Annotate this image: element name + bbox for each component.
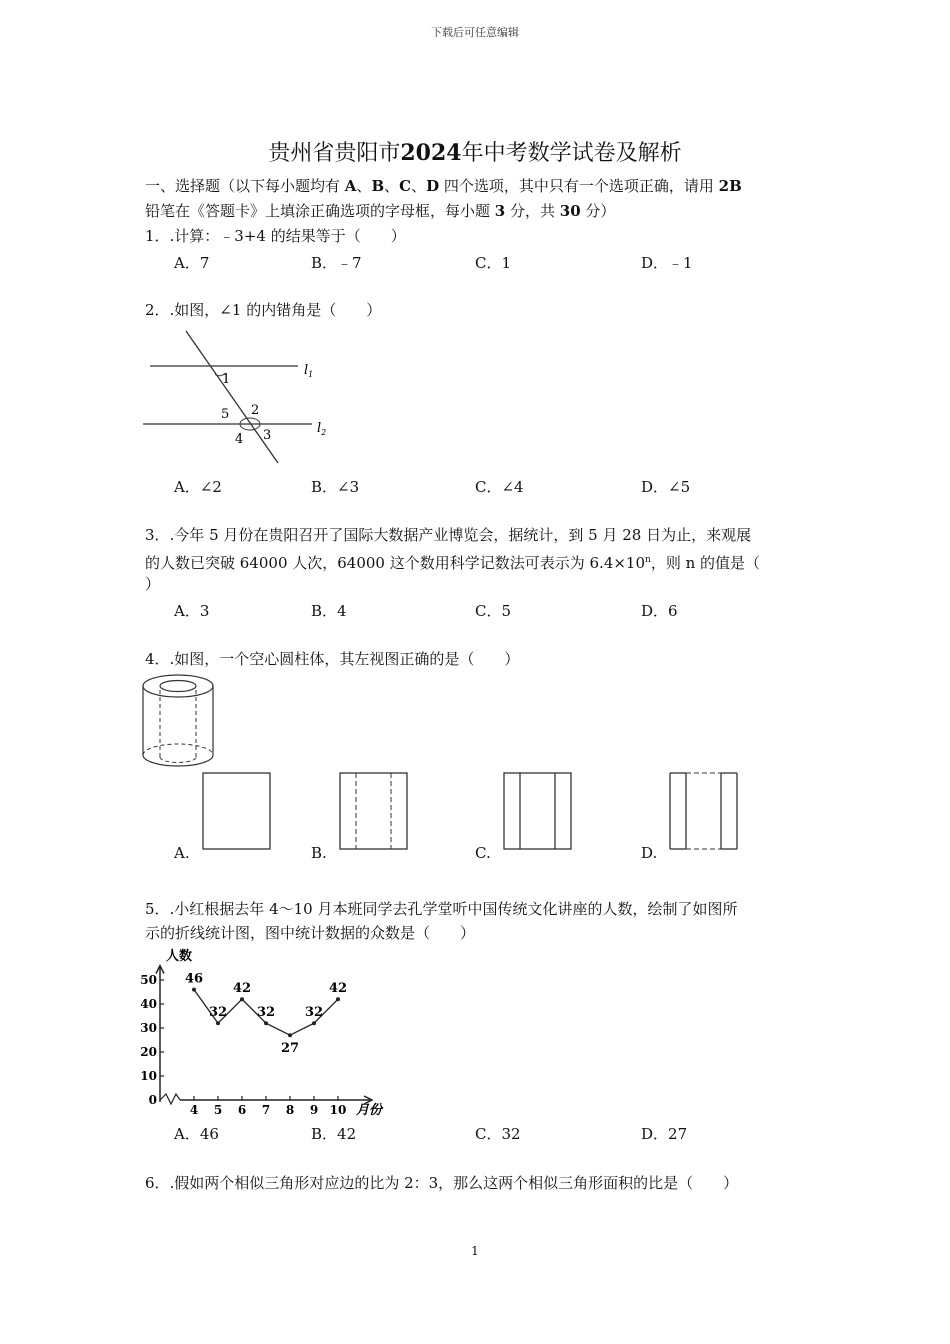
separator: 、 — [356, 177, 372, 195]
page-number: 1 — [471, 1244, 479, 1258]
y-tick-label: 10 — [140, 1069, 157, 1083]
line-label-l1: $l_1$ — [304, 363, 314, 379]
q3-option-b: B．4 — [311, 602, 347, 620]
x-tick-label: 5 — [213, 1103, 223, 1117]
q3-option-d: D．6 — [641, 602, 678, 620]
q1-option-d: D．﹣1 — [641, 254, 693, 272]
separator: 、 — [411, 177, 427, 195]
title-part-3: 年中考数学试卷及解析 — [461, 141, 682, 166]
angle-label-3: 3 — [263, 428, 272, 443]
section-text: 四个选项，其中只有一个选项正确，请用 — [439, 177, 719, 195]
separator: 、 — [384, 177, 400, 195]
data-label: 42 — [232, 981, 252, 997]
data-point — [264, 1021, 268, 1025]
angle-label-2: 2 — [251, 403, 260, 418]
line-label-l2: $l_2$ — [317, 421, 327, 437]
exponent-n: n — [645, 555, 651, 565]
x-tick-label: 8 — [285, 1103, 295, 1117]
y-tick-label: 20 — [140, 1045, 157, 1059]
q3-text: ，则 n 的值是（ — [650, 554, 761, 572]
q2-option-b: B．∠3 — [311, 478, 360, 496]
option-letter-b: B — [371, 177, 385, 195]
q3-option-a: A．3 — [174, 602, 210, 620]
x-tick-label: 10 — [329, 1103, 347, 1117]
y-tick-label: 50 — [140, 973, 157, 987]
question-6: 6．.假如两个相似三角形对应边的比为 2：3，那么这两个相似三角形面积的比是（ ） — [145, 1174, 739, 1192]
data-point — [216, 1021, 220, 1025]
points-total: 30 — [559, 202, 581, 220]
data-point — [312, 1021, 316, 1025]
q5-option-d: D．27 — [641, 1125, 688, 1143]
q4-option-d: D. — [641, 844, 658, 862]
q4-option-b: B. — [311, 844, 327, 862]
q1-option-c: C．1 — [475, 254, 512, 272]
question-3-line3: ） — [145, 575, 161, 593]
q3-text: 的人数已突破 64000 人次，64000 这个数用科学记数法可表示为 6.4×10 — [145, 554, 646, 572]
section-text: 分） — [580, 202, 616, 220]
x-tick-label: 4 — [189, 1103, 199, 1117]
y-tick-label: 40 — [140, 997, 157, 1011]
y-axis-label: 人数 — [166, 949, 193, 964]
q5-option-b: B．42 — [311, 1125, 357, 1143]
axis-break — [160, 1094, 180, 1104]
option-letter-a: A — [344, 177, 357, 195]
question-3-line1: 3．.今年 5 月份在贵阳召开了国际大数据产业博览会，据统计，到 5 月 28 日为止，来观展 — [145, 526, 752, 544]
y-tick-label: 30 — [140, 1021, 157, 1035]
section-text: 一、选择题（以下每小题均有 — [145, 177, 345, 195]
q2-option-c: C．∠4 — [475, 478, 524, 496]
question-4: 4．.如图，一个空心圆柱体，其左视图正确的是（ ） — [145, 650, 520, 668]
x-tick-label: 9 — [309, 1103, 319, 1117]
x-tick-label: 6 — [237, 1103, 247, 1117]
section-text: 分，共 — [505, 202, 560, 220]
x-axis-label: 月份 — [356, 1103, 383, 1118]
question-5-line1: 5．.小红根据去年 4～10 月本班同学去孔学堂听中国传统文化讲座的人数，绘制了如图所 — [145, 900, 738, 918]
q2-option-d: D．∠5 — [641, 478, 691, 496]
q4-option-c: C. — [475, 844, 491, 862]
data-label: 32 — [208, 1005, 228, 1021]
q1-option-b: B．﹣7 — [311, 254, 362, 272]
x-tick-label: 7 — [261, 1103, 271, 1117]
q1-option-a: A．7 — [174, 254, 210, 272]
q5-option-a: A．46 — [174, 1125, 219, 1143]
q2-option-a: A．∠2 — [174, 478, 222, 496]
q3-option-c: C．5 — [475, 602, 512, 620]
data-point — [288, 1033, 292, 1037]
section-text: 铅笔在《答题卡》上填涂正确选项的字母框，每小题 — [145, 202, 495, 220]
data-label: 32 — [304, 1005, 324, 1021]
angle-label-5: 5 — [221, 407, 230, 422]
data-point — [336, 997, 340, 1001]
data-label: 27 — [280, 1041, 300, 1057]
angle-label-1: 1 — [222, 372, 231, 387]
data-label: 46 — [184, 971, 204, 987]
q5-option-c: C．32 — [475, 1125, 521, 1143]
title-year: 2024 — [400, 140, 462, 166]
question-1: 1．.计算：﹣3+4 的结果等于（ ） — [145, 227, 406, 245]
data-point — [192, 988, 196, 992]
option-letter-c: C — [399, 177, 412, 195]
y-tick-label: 0 — [148, 1093, 157, 1107]
points-each: 3 — [494, 202, 506, 220]
question-5-line2: 示的折线统计图，图中统计数据的众数是（ ） — [145, 924, 476, 942]
data-point — [240, 997, 244, 1001]
data-label: 42 — [328, 981, 348, 997]
option-letter-d: D — [426, 177, 440, 195]
data-label: 32 — [256, 1005, 276, 1021]
pencil-type: 2B — [718, 177, 742, 195]
title-part-1: 贵州省贵阳市 — [268, 141, 401, 166]
question-2: 2．.如图，∠1 的内错角是（ ） — [145, 301, 382, 319]
q4-option-a: A. — [174, 844, 190, 862]
angle-label-4: 4 — [235, 432, 244, 447]
page-header: 下载后可任意编辑 — [431, 26, 519, 39]
